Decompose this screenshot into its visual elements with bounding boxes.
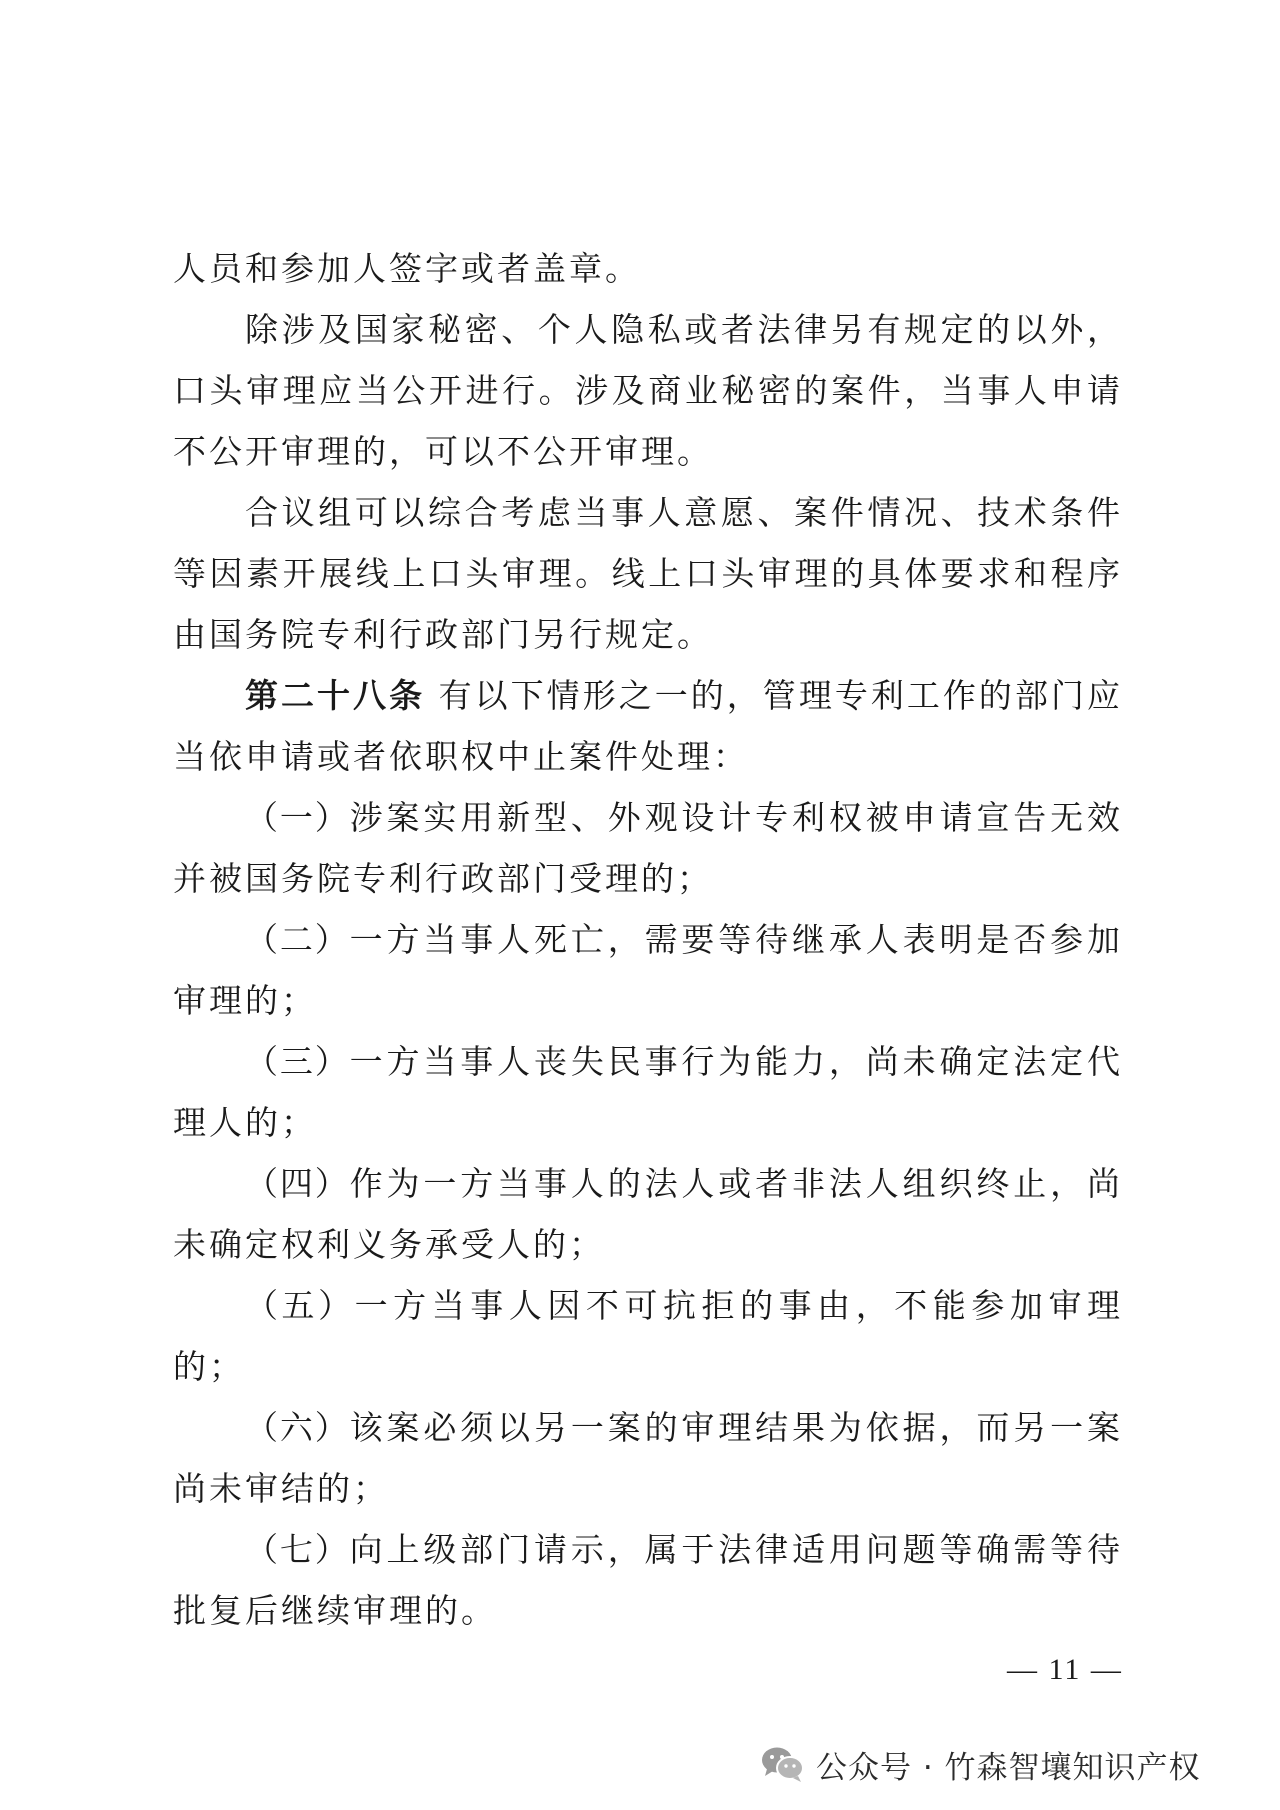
list-item [173, 787, 1123, 909]
item-text: 涉案实用新型、外观设计专利权被申请宣告无效并被国务院专利行政部门受理的； [173, 798, 1124, 898]
paragraph-text: 合议组可以综合考虑当事人意愿、案件情况、技术条件等因素开展线上口头审理。线上口头审理的具体要求和程序由国务院专利行政部门另行规定。 [173, 493, 1123, 654]
list-item [173, 1397, 1123, 1519]
list-item [173, 1519, 1123, 1641]
page-number: — 11 — [1007, 1653, 1123, 1686]
paragraph-text: 除涉及国家秘密、个人隐私或者法律另有规定的以外，口头审理应当公开进行。涉及商业秘密的案件，当事人申请不公开审理的，可以不公开审理。 [173, 310, 1123, 471]
list-item [173, 1275, 1123, 1397]
item-marker: （三） [245, 1042, 350, 1081]
article-heading: 第二十八条 [245, 676, 426, 715]
watermark-footer [760, 1742, 1201, 1786]
item-text: 一方当事人丧失民事行为能力，尚未确定法定代理人的； [173, 1042, 1124, 1142]
item-marker: （四） [245, 1164, 350, 1203]
item-marker: （五） [245, 1286, 355, 1325]
article-text: 有以下情形之一的，管理专利工作的部门应当依申请或者依职权中止案件处理： [173, 676, 1123, 776]
paragraph-public-hearing [173, 299, 1123, 482]
body-text [173, 238, 1123, 1641]
paragraph-text: 人员和参加人签字或者盖章。 [173, 249, 641, 288]
item-text: 该案必须以另一案的审理结果为依据，而另一案尚未审结的； [173, 1408, 1124, 1508]
item-text: 一方当事人死亡，需要等待继承人表明是否参加审理的； [173, 920, 1124, 1020]
item-text: 作为一方当事人的法人或者非法人组织终止，尚未确定权利义务承受人的； [173, 1164, 1124, 1264]
list-item [173, 1153, 1123, 1275]
watermark-text: 公众号 · 竹森智壤知识产权 [816, 1749, 1201, 1786]
article-28 [173, 665, 1123, 787]
item-marker: （六） [245, 1408, 350, 1447]
item-text: 一方当事人因不可抗拒的事由，不能参加审理的； [173, 1286, 1124, 1386]
item-marker: （七） [245, 1530, 350, 1569]
item-marker: （二） [245, 920, 350, 959]
item-marker: （一） [245, 798, 350, 837]
wechat-icon [760, 1744, 806, 1784]
list-item [173, 1031, 1123, 1153]
list-item [173, 909, 1123, 1031]
paragraph-continuation [173, 238, 1123, 299]
paragraph-online-hearing [173, 482, 1123, 665]
item-text: 向上级部门请示，属于法律适用问题等确需等待批复后继续审理的。 [173, 1530, 1124, 1630]
